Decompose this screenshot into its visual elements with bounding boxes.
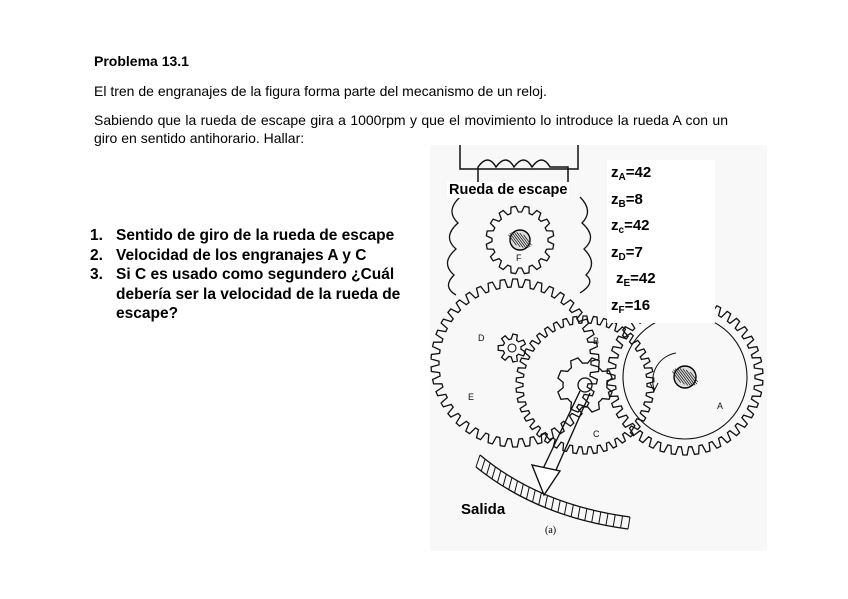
- dial-tick: [487, 463, 491, 475]
- dial-tick: [492, 467, 496, 479]
- dial-tick: [628, 517, 630, 529]
- gear-letter-d: D: [478, 333, 485, 343]
- problem-title: Problema 13.1: [94, 53, 189, 69]
- problem-intro: El tren de engranajes de la figura forma parte del mecanismo de un reloj.: [94, 83, 547, 99]
- dial-tick: [476, 455, 480, 467]
- dial-tick: [592, 510, 594, 522]
- dial-tick: [585, 509, 587, 521]
- teeth-count-d: $z_D=7$: [611, 243, 643, 263]
- gear-drawing: [430, 145, 767, 551]
- rotation-arrow: [653, 353, 676, 389]
- teeth-count-f: $z_F=16$: [611, 296, 651, 316]
- question-item: 1. Sentido de giro de la rueda de escape: [90, 227, 395, 244]
- teeth-count-e: $z_E=42$: [616, 270, 656, 289]
- dial-tick: [621, 516, 623, 528]
- dial-tick: [497, 471, 500, 483]
- dial-tick: [564, 503, 566, 515]
- figure-caption: (a): [545, 525, 557, 536]
- dial-tick: [526, 487, 529, 499]
- escape-wheel-label: Rueda de escape: [449, 182, 568, 198]
- escape-anchor-frame: [460, 145, 578, 169]
- gear-letter-a: A: [717, 401, 724, 411]
- dial-tick: [606, 513, 608, 525]
- teeth-count-list: [607, 160, 715, 323]
- dial-tick: [599, 512, 601, 524]
- dial-tick: [520, 484, 523, 496]
- teeth-count-a: $z_A=42$: [611, 164, 652, 183]
- gear-letter-e: E: [468, 392, 475, 402]
- dial-tick: [515, 481, 518, 493]
- gear-train-figure: [430, 145, 767, 551]
- dial-tick: [545, 496, 548, 508]
- gear-letter-c: C: [593, 429, 600, 439]
- gear-letter-b: B: [593, 336, 600, 346]
- dial-tick: [551, 498, 553, 510]
- question-item: 3. Si C es usado como segundero ¿Cuál debería ser la velocidad de la rueda de escape?: [90, 266, 401, 322]
- teeth-count-c: $z_c=42$: [611, 217, 650, 236]
- dial-tick: [533, 490, 536, 502]
- dial-tick: [558, 500, 560, 512]
- question-item: 2. Velocidad de los engranajes A y C: [90, 246, 367, 264]
- dial-tick: [571, 505, 573, 517]
- dial-tick: [578, 507, 580, 519]
- frame-outline-left: [447, 197, 460, 295]
- output-label: Salida: [461, 501, 506, 518]
- dial-tick: [503, 474, 506, 486]
- dial-tick: [539, 493, 542, 505]
- gear-c: [516, 316, 654, 454]
- gear-b-axle: [578, 378, 592, 392]
- gear-d-axle: [508, 344, 516, 352]
- frame-outline-right: [580, 197, 592, 293]
- gear-letter-f: F: [516, 253, 522, 263]
- dial-tick: [509, 478, 512, 490]
- problem-statement: Sabiendo que la rueda de escape gira a 1000rpm y que el movimiento lo introduce la rueda A con un giro en sentido antihorario. Hallar:: [94, 112, 728, 146]
- dial-tick: [613, 515, 615, 527]
- question-list: [90, 226, 430, 324]
- teeth-count-b: $z_B=8$: [611, 190, 643, 210]
- gear-e: [431, 279, 599, 447]
- dial-tick: [481, 459, 485, 471]
